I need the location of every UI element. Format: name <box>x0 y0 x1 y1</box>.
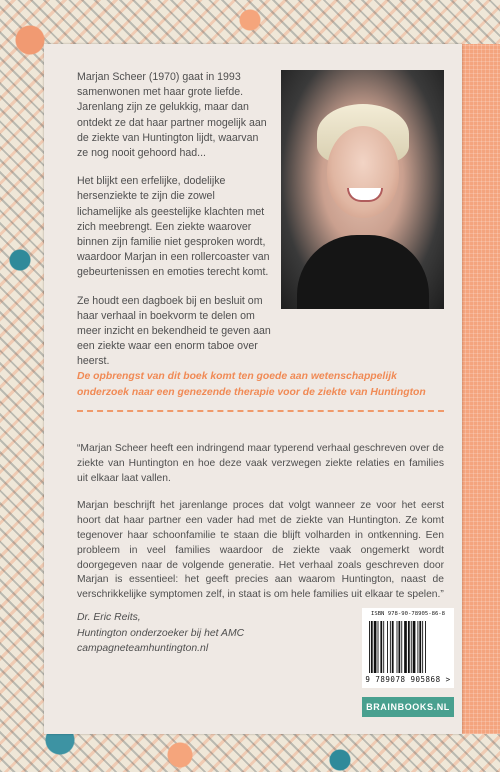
barcode-bars <box>368 621 448 675</box>
quote-paragraph-2: Marjan beschrijft het jarenlange proces dat volgt wanneer ze voor het eerst hoort dat haar partner een vader had met de ziekte van Huntington. Ze komt tegenover haar schoonfamilie te staan die blijft volharden in ontkenning. Een probleem in veel families waardoor de ziekte vaak ongemerkt wordt doorgegeven naar de volgende generatie. Het verhaal zoals geschreven door Marjan is essentieel: het geeft precies aan waarom Huntington, naast de verschrikkelijke symptomen zelf, in staat is om hele families uit elkaar te spelen.” <box>77 500 444 601</box>
dashed-divider <box>77 410 444 412</box>
endorsement-quote <box>77 442 444 616</box>
signature-role: Huntington onderzoeker bij het AMC <box>77 627 245 639</box>
publisher-badge: BRAINBOOKS.NL <box>362 697 454 717</box>
spine-strip <box>461 44 500 734</box>
barcode-number: 9 789078 905868 > <box>365 675 451 684</box>
author-photo <box>281 70 444 309</box>
isbn-label: ISBN 978-90-78905-86-8 <box>370 611 446 617</box>
intro-paragraph-3: Ze houdt een dagboek bij en besluit om haar verhaal in boekvorm te delen om meer inzicht en bekendheid te geven aan een ziekte waar een enorm taboe over heerst. <box>77 294 271 368</box>
intro-paragraph-1: Marjan Scheer (1970) gaat in 1993 samenwonen met haar grote liefde. Jarenlang zijn ze gelukkig, maar dan ontdekt ze dat haar partner mogelijk aan de ziekte van Huntington lijdt, waarvan ze nog nooit gehoord had... <box>77 71 267 160</box>
quote-signature <box>77 610 277 657</box>
quote-paragraph-1: “Marjan Scheer heeft een indringend maar typerend verhaal geschreven over de ziekte van Huntington en hoe deze vaak verzwegen ziekte relaties en families uit elkaar laat vallen. <box>77 443 444 484</box>
charity-callout: De opbrengst van dit boek komt ten goede aan wetenschappelijk onderzoek naar een genezende therapie voor de ziekte van Huntington <box>77 371 426 398</box>
signature-name: Dr. Eric Reits, <box>77 612 141 623</box>
signature-site: campagneteamhuntington.nl <box>77 643 209 654</box>
intro-text <box>77 70 272 383</box>
barcode <box>362 608 454 688</box>
intro-paragraph-2: Het blijkt een erfelijke, dodelijke hersenziekte te zijn die zowel lichamelijke als geestelijke klachten met zich meebrengt. Een ziekte waarover binnen zijn familie niet gesproken wordt, waardoor Marjan in een rollercoaster van gebeurtenissen en emoties terecht komt. <box>77 175 270 279</box>
